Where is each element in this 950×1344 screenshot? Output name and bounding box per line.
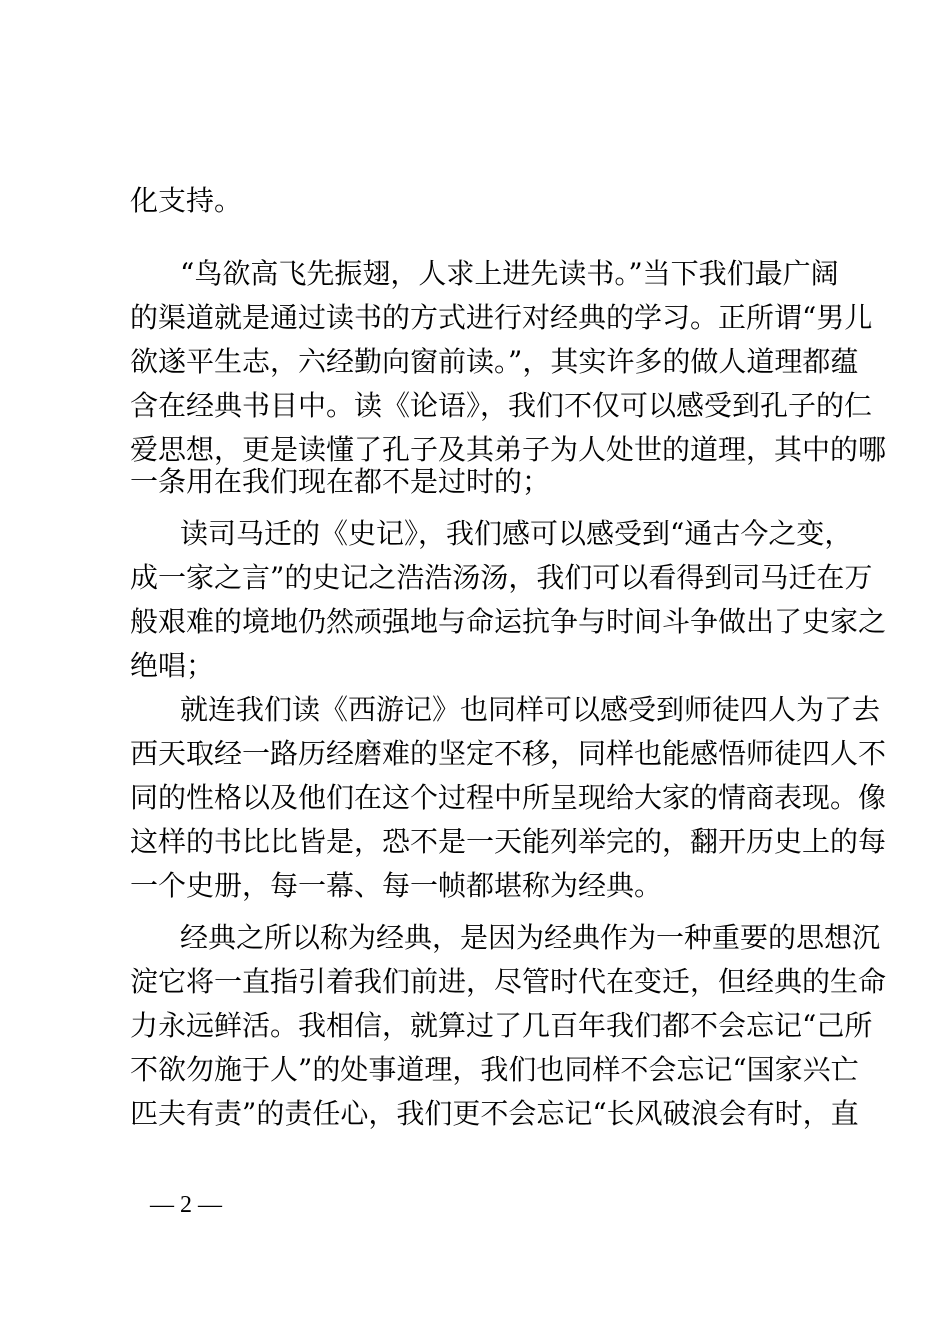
- text-line: 一个史册，每一幕、每一帧都堪称为经典。: [130, 869, 663, 902]
- text-line: 匹夫有责”的责任心，我们更不会忘记“长风破浪会有时，直: [130, 1097, 859, 1130]
- text-line: 淀它将一直指引着我们前进，尽管时代在变迁，但经典的生命: [130, 965, 887, 998]
- text-line: 爱思想，更是读懂了孔子及其弟子为人处世的道理，其中的哪: [130, 433, 887, 466]
- text-line: 含在经典书目中。读《论语》，我们不仅可以感受到孔子的仁: [130, 389, 873, 422]
- text-line: 绝唱；: [130, 649, 215, 682]
- text-line: 西天取经一路历经磨难的坚定不移，同样也能感悟师徒四人不: [130, 737, 887, 770]
- text-line: 般艰难的境地仍然顽强地与命运抗争与时间斗争做出了史家之: [130, 605, 887, 638]
- text-line: 化支持。: [130, 184, 243, 217]
- text-line: 同的性格以及他们在这个过程中所呈现给大家的情商表现。像: [130, 781, 887, 814]
- text-line: 一条用在我们现在都不是过时的；: [130, 465, 551, 498]
- page-number: — 2 —: [150, 1192, 222, 1218]
- text-line: 经典之所以称为经典，是因为经典作为一种重要的思想沉: [180, 921, 881, 954]
- text-line: 成一家之言”的史记之浩浩汤汤，我们可以看得到司马迁在万: [130, 561, 873, 594]
- text-line: 不欲勿施于人”的处事道理，我们也同样不会忘记“国家兴亡: [130, 1053, 859, 1086]
- text-line: 这样的书比比皆是，恐不是一天能列举完的，翻开历史上的每: [130, 825, 887, 858]
- text-line: 欲遂平生志，六经勤向窗前读。”，其实许多的做人道理都蕴: [130, 345, 859, 378]
- text-line: 读司马迁的《史记》，我们感可以感受到“通古今之变，: [180, 517, 853, 550]
- text-line: “鸟欲高飞先振翅，人求上进先读书。”当下我们最广阔: [180, 257, 839, 290]
- text-line: 的渠道就是通过读书的方式进行对经典的学习。正所谓“男儿: [130, 301, 873, 334]
- text-line: 就连我们读《西游记》也同样可以感受到师徒四人为了去: [180, 693, 881, 726]
- text-line: 力永远鲜活。我相信，就算过了几百年我们都不会忘记“己所: [130, 1009, 873, 1042]
